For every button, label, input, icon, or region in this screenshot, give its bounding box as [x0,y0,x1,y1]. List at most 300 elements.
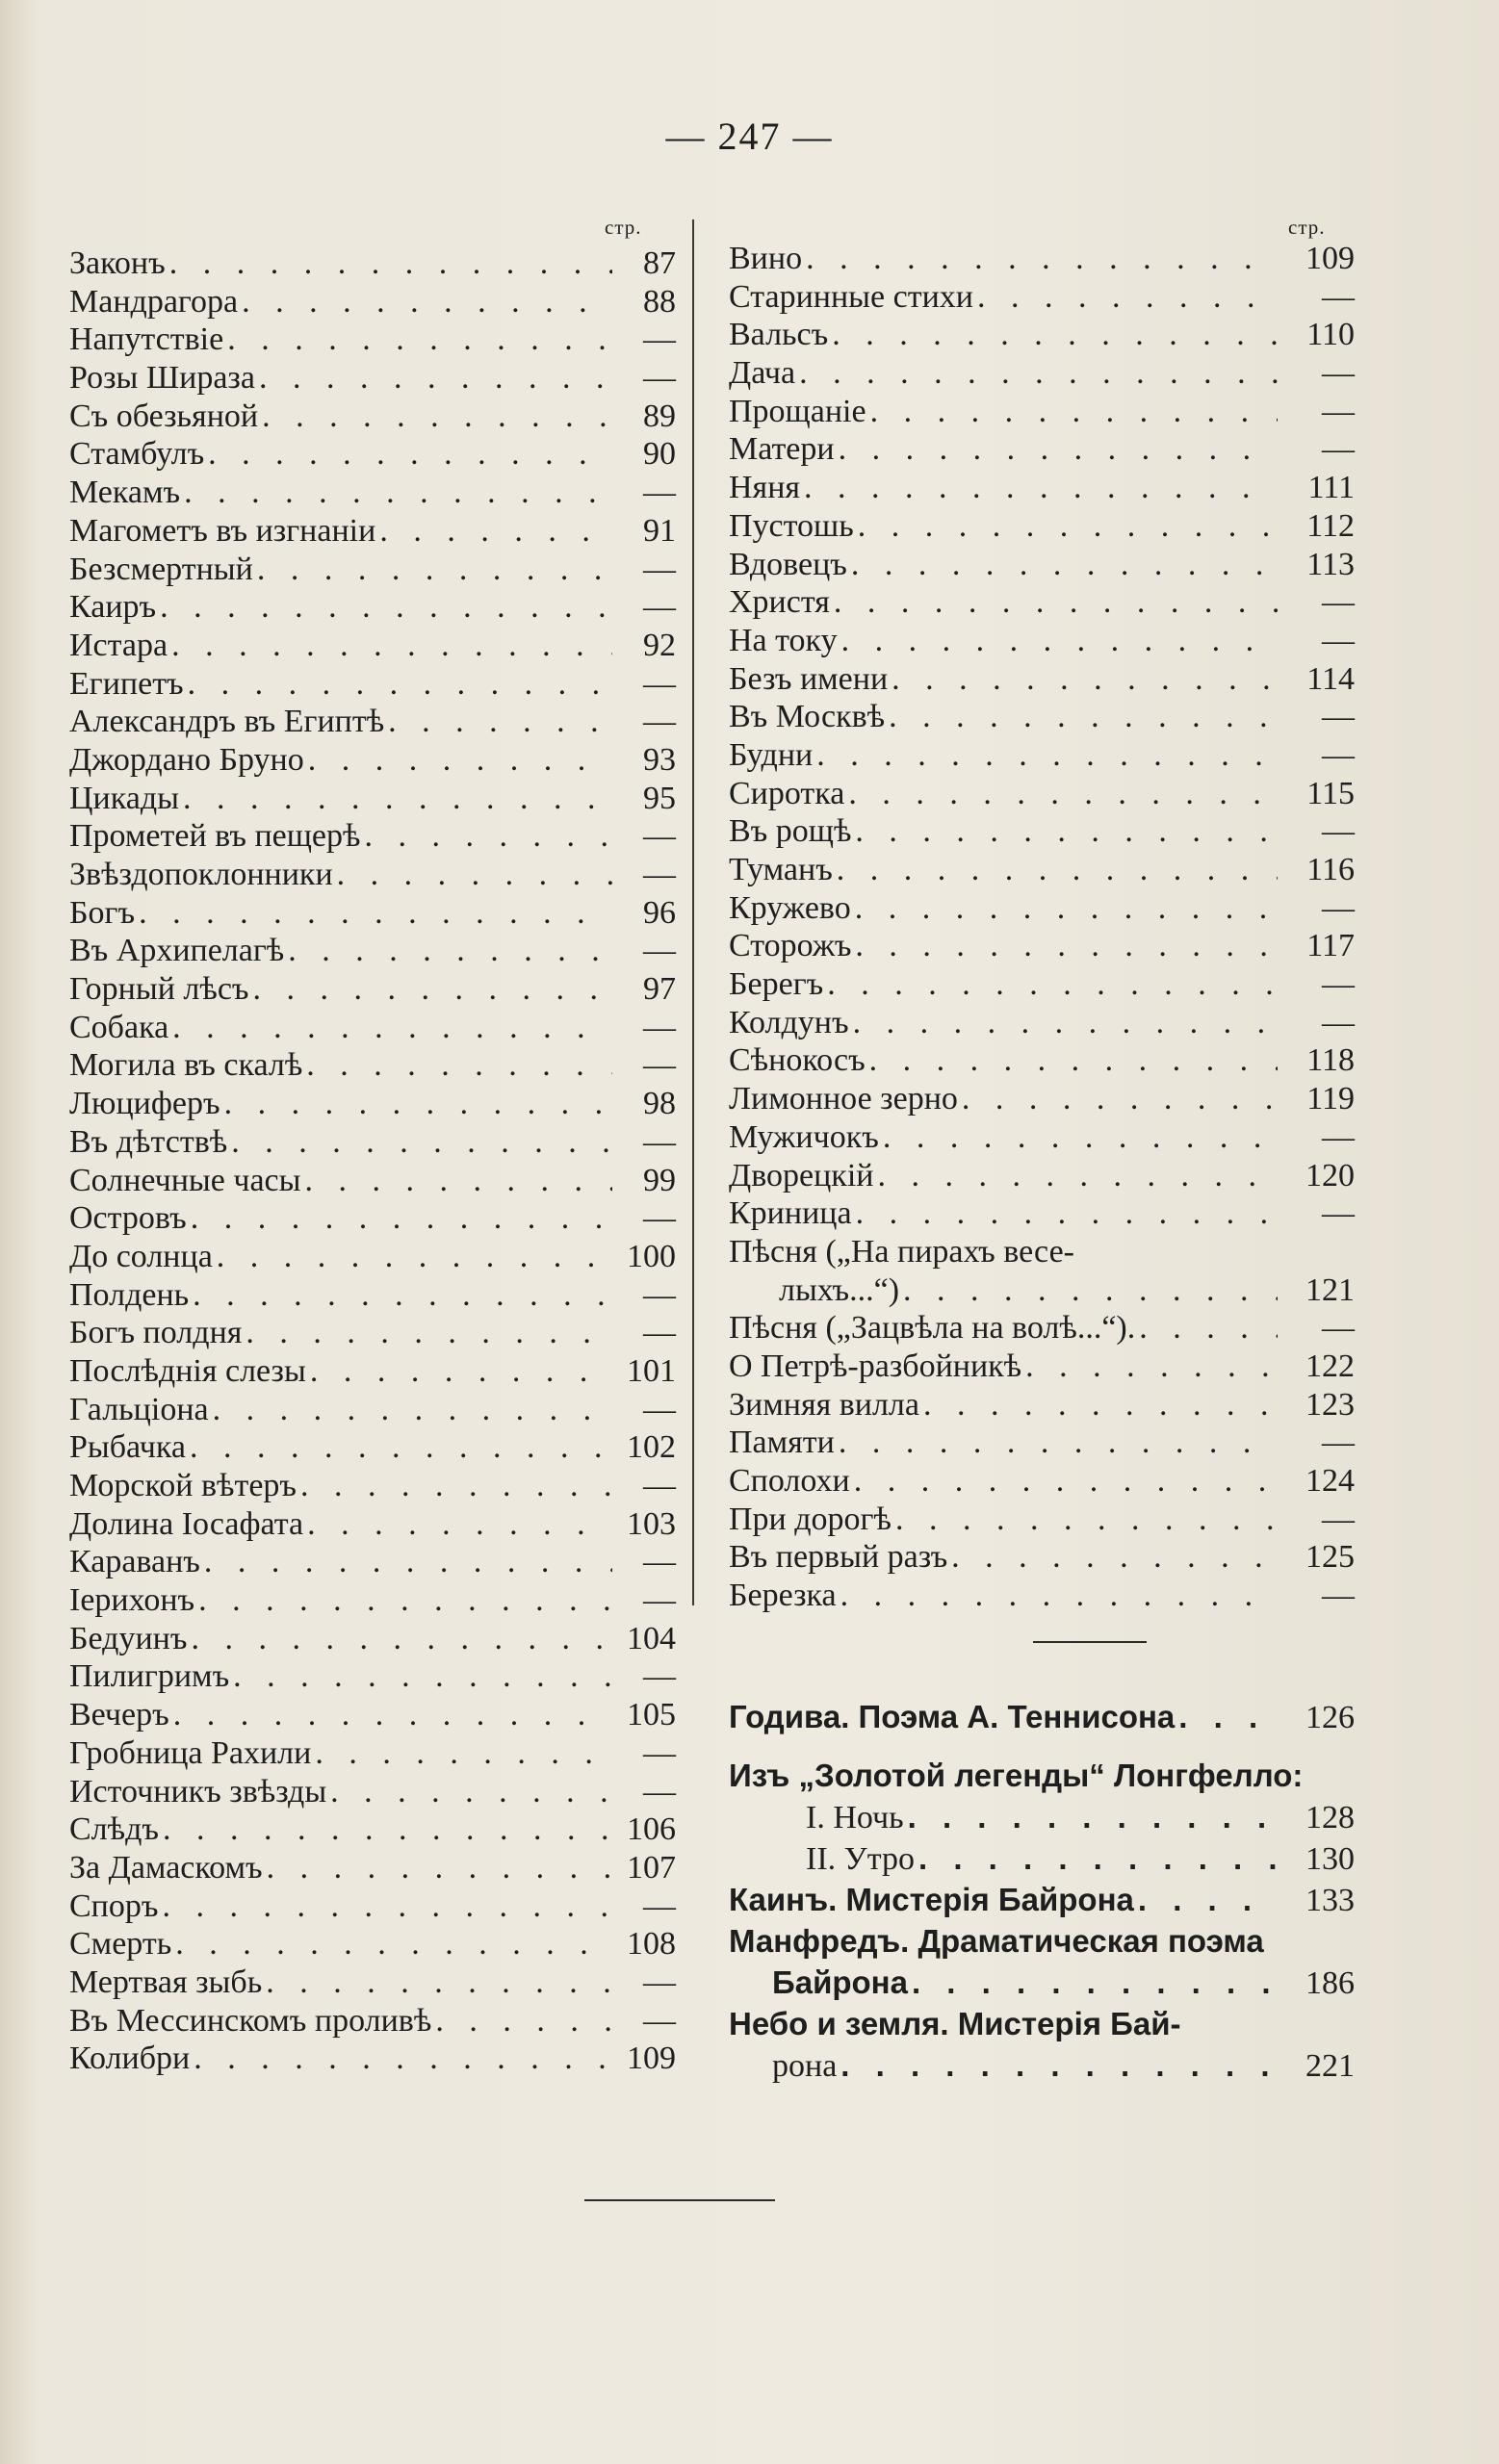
entry-page: — [643,360,676,397]
entry-title: Мекамъ [69,475,181,511]
toc-entry [729,547,1355,585]
leader-dots [855,928,1278,964]
entry-page: 186 [1305,1964,1355,2001]
entry-page: 109 [627,2040,676,2077]
toc-entry [729,776,1355,814]
toc-entry [69,1544,676,1582]
leader-dots [895,1502,1278,1538]
leader-dots [870,394,1278,430]
entry-page: — [643,1887,676,1924]
entry-title: Прощаніе [729,393,866,429]
entry-title: О Петрѣ-разбойникѣ [729,1348,1022,1384]
leader-dots [854,1463,1278,1500]
leader-dots [337,857,612,893]
leader-dots [257,552,612,588]
entry-page: 109 [1305,241,1355,276]
entry-page: — [1322,889,1355,926]
major-works [729,1699,1355,2089]
leader-dots [841,623,1278,659]
entry-page: — [643,1391,676,1427]
entry-page: — [643,1964,676,2000]
entry-page: 107 [627,1849,676,1886]
entry-title: Въ Архипелагѣ [69,933,285,969]
leader-dots [839,431,1278,468]
toc-entry [69,475,676,513]
entry-title: Богъ [69,894,136,931]
entry-page: — [643,933,676,969]
leader-dots [877,1158,1278,1194]
toc-entry [69,2040,676,2079]
leader-dots [977,279,1278,316]
toc-entry [729,661,1355,700]
entry-page: 103 [627,1505,676,1542]
leader-dots [855,890,1278,927]
entry-title: Безъ имени [729,660,889,697]
entry-page: — [643,1009,676,1045]
toc-entry [729,1081,1355,1119]
leader-dots [191,1200,612,1237]
toc-entry [69,857,676,895]
entry-title: Березка [729,1578,837,1614]
entry-title: До солнца [69,1238,213,1274]
toc-entry [69,971,676,1010]
entry-title: Звѣздопоклонники [69,857,333,892]
leader-dots [903,1272,1278,1309]
toc-entry [69,284,676,322]
entry-title: Цикады [69,780,179,816]
toc-entry-manfred [729,1964,1355,2006]
entry-title: При дорогѣ [729,1501,892,1537]
entry-page: — [643,475,676,511]
leader-dots [173,1697,612,1733]
entry-title: II. Утро [806,1840,915,1877]
entry-title: На току [729,622,838,658]
entry-page: — [643,2002,676,2039]
leader-dots [213,1392,612,1428]
toc-entry [729,1578,1355,1616]
bottom-rule [584,2199,775,2201]
entry-title: За Дамаскомъ [69,1849,263,1886]
leader-dots [300,1468,612,1504]
entry-title: Колдунъ [729,1004,849,1040]
entry-title: Источникъ звѣзды [69,1773,327,1810]
toc-entry [69,1811,676,1850]
toc-entry [69,1964,676,2003]
leader-dots [816,737,1278,774]
toc-entry [69,552,676,590]
leader-dots [190,1429,612,1466]
leader-dots [242,284,612,321]
entry-title: Бедуинъ [69,1620,188,1656]
entry-page: 99 [643,1162,676,1198]
entry-page: 90 [643,436,676,473]
entry-page: — [1322,431,1355,468]
leader-dots [918,1840,1278,1877]
entry-title: Рыбачка [69,1429,186,1466]
toc-entry [729,279,1355,318]
entry-title: Съ обезьяной [69,398,259,434]
leader-dots [160,589,612,626]
toc-entry [69,513,676,552]
leader-dots [840,2047,1278,2084]
toc-entry [729,508,1355,547]
entry-title: Памяти [729,1424,835,1461]
toc-entry [69,589,676,628]
entry-page: — [643,704,676,740]
leader-dots [188,666,612,703]
toc-entry [729,1463,1355,1502]
entry-title: Собака [69,1009,169,1045]
entry-page: 117 [1306,928,1355,964]
toc-entry [729,623,1355,661]
entry-title: Полдень [69,1276,190,1313]
entry-page: 114 [1306,660,1355,697]
page-number: — 247 — [665,115,834,158]
toc-entry-godiva [729,1699,1355,1740]
leader-dots [388,704,612,740]
entry-page: 130 [1305,1840,1355,1877]
toc-entry [69,1735,676,1774]
toc-entry [729,928,1355,966]
toc-entry [69,1277,676,1316]
leader-dots [435,2003,612,2040]
toc-entry [729,1042,1355,1081]
leader-dots [246,1315,612,1351]
entry-title: Лимонное зерно [729,1081,958,1117]
entry-title: Александръ въ Египтѣ [69,704,385,740]
entry-title: Прометей въ пещерѣ [69,818,361,855]
entry-page: — [643,857,676,892]
entry-title: Няня [729,470,801,506]
toc-entry [729,1424,1355,1463]
leader-dots [172,1010,612,1046]
right-column [729,241,1355,2089]
entry-page: — [1322,736,1355,773]
leader-dots [305,1163,613,1199]
leader-dots [169,245,612,282]
toc-entry [729,1195,1355,1234]
leader-dots [204,1544,612,1580]
entry-page: — [643,321,676,358]
toc-entry [729,470,1355,508]
left-column-header: стр. [605,216,642,239]
toc-entry [729,1310,1355,1348]
entry-page: 100 [627,1238,676,1274]
entry-title: Старинные стихи [729,278,973,315]
toc-entry [69,1926,676,1964]
toc-entry [69,1506,676,1545]
leader-dots [379,513,612,550]
toc-entry [69,360,676,398]
entry-title: Пустошь [729,507,854,544]
toc-entry [69,781,676,819]
entry-page: — [1322,966,1355,1003]
column-divider [692,219,694,1605]
entry-page: — [1322,699,1355,735]
toc-entry-legend-part-1 [729,1799,1355,1840]
entry-title: Стамбулъ [69,436,205,473]
leader-dots [1178,1699,1278,1735]
toc-entry [729,1158,1355,1196]
toc-entry [69,1774,676,1812]
leader-dots [806,241,1278,277]
leader-dots [191,1621,612,1657]
section-rule [1033,1641,1147,1643]
entry-page: — [643,1315,676,1351]
leader-dots [162,1888,612,1925]
entry-page: — [643,1658,676,1695]
toc-entry-wrapped [729,1234,1355,1310]
toc-entry [69,2003,676,2041]
leader-dots [856,1195,1278,1232]
toc-entry [69,704,676,742]
toc-entry [69,1697,676,1735]
toc-entry [729,699,1355,737]
toc-entry [69,1315,676,1353]
entry-page: 98 [643,1086,676,1122]
entry-title: Сѣнокосъ [729,1042,866,1079]
leader-dots [912,1964,1278,2001]
leader-dots [851,547,1278,583]
entry-page: — [643,1582,676,1619]
leader-dots [1138,1882,1278,1918]
entry-title: Криница [729,1195,852,1232]
toc-entry [729,1119,1355,1158]
toc-entry [69,1850,676,1888]
entry-title: Караванъ [69,1544,200,1580]
toc-entry [729,1005,1355,1043]
leader-dots [267,1850,612,1886]
leader-dots [869,1042,1278,1079]
entry-page: — [1322,355,1355,392]
toc-entry [69,1239,676,1277]
toc-entry [69,1658,676,1697]
legend-heading: Изъ „Золотой легенды“ Лонгфелло: [729,1757,1304,1793]
entry-page: — [643,1123,676,1160]
entry-title: Сторожъ [729,928,852,964]
entry-page: — [643,818,676,855]
entry-title: Зимняя вилла [729,1386,919,1423]
entry-title: Дворецкій [729,1157,874,1194]
toc-entry [69,245,676,284]
entry-page: — [643,1468,676,1503]
entry-title: Сполохи [729,1463,850,1499]
leader-dots [853,1005,1278,1041]
toc-entry [729,890,1355,929]
leader-dots [364,818,612,855]
leader-dots [858,508,1278,545]
toc-entry [69,1392,676,1430]
entry-title: рона [772,2047,838,2084]
entry-title: Богъ полдня [69,1315,243,1351]
entry-page: — [1322,1004,1355,1040]
entry-page: — [1322,278,1355,315]
entry-title: Смерть [69,1926,172,1963]
entry-title: Джордано Бруно [69,741,304,778]
entry-page: 93 [643,741,676,778]
leader-dots [962,1081,1278,1117]
entry-title: Истара [69,627,168,663]
leader-dots [175,1926,612,1963]
leader-dots [217,1239,612,1275]
entry-title: Слѣдъ [69,1811,159,1848]
entry-title: Напутствіе [69,321,224,358]
entry-title: Египетъ [69,665,184,702]
leader-dots [310,1353,612,1390]
entry-page: — [1322,1310,1355,1347]
entry-page: 128 [1305,1799,1355,1835]
leader-dots [837,852,1278,888]
toc-entry [729,1348,1355,1387]
toc-entry [69,818,676,857]
entry-page: 110 [1306,317,1355,353]
entry-title: Въ дѣтствѣ [69,1123,228,1160]
toc-entry [729,1502,1355,1540]
entry-page: — [1322,1501,1355,1537]
toc-entry [69,1047,676,1086]
leader-dots [315,1735,612,1772]
entry-page: 119 [1306,1081,1355,1117]
entry-page: — [1322,622,1355,658]
entry-title: Колибри [69,2040,191,2077]
entry-title: Магометъ въ изгнаніи [69,512,376,549]
entry-title: Мужичокъ [729,1118,879,1155]
entry-title: Въ Мессинскомъ проливѣ [69,2002,432,2039]
entry-title: Споръ [69,1887,159,1924]
toc-entry-heaven [729,2047,1355,2089]
toc-entry [69,1429,676,1468]
leader-dots [227,321,612,358]
entry-title: Христя [729,584,830,621]
entry-page: 104 [627,1620,676,1656]
entry-title: Каинъ. Мистерія Байрона [729,1881,1134,1917]
entry-title: Въ Москвѣ [729,699,886,735]
leader-dots [183,781,612,817]
entry-title: Гальціона [69,1391,209,1427]
toc-entry [729,1539,1355,1578]
toc-entry [729,966,1355,1005]
toc-entry [69,1621,676,1659]
right-column-header: стр. [1288,216,1326,239]
leader-dots [288,933,612,969]
leader-dots [194,2040,612,2077]
entry-title-line2-row [729,1272,1355,1311]
entry-title: Вальсъ [729,317,829,353]
entry-title: Морской вѣтеръ [69,1468,297,1503]
entry-title: I. Ночь [806,1799,904,1835]
toc-entry [69,1888,676,1927]
toc-entry-cain [729,1882,1355,1923]
entry-title: Туманъ [729,852,833,887]
entry-page: — [1322,1195,1355,1232]
entry-title: Вечеръ [69,1697,169,1733]
entry-page: 124 [1305,1463,1355,1499]
entry-page: 118 [1306,1042,1355,1079]
entry-page: 96 [643,894,676,931]
entry-title: Берегъ [729,966,824,1003]
entry-title: Гробница Рахили [69,1734,312,1771]
leader-dots [259,360,612,397]
toc-entry [729,317,1355,355]
leader-dots [266,1964,612,2001]
leader-dots [923,1387,1278,1424]
toc-entry [729,431,1355,470]
leader-dots [307,1506,612,1543]
entry-title: Каиръ [69,589,157,626]
entry-page: 120 [1305,1157,1355,1194]
leader-dots [308,742,612,779]
leader-dots [163,1811,612,1848]
entry-page: — [1322,813,1355,850]
entry-title: Люциферъ [69,1086,220,1122]
toc-entry [69,933,676,971]
leader-dots [1139,1310,1278,1347]
entry-title: Пѣсня („Зацвѣла на волѣ...“). [729,1310,1136,1347]
right-entries-continued [729,1310,1355,1616]
entry-page: 113 [1306,546,1355,582]
entry-title: Пилигримъ [69,1658,230,1695]
entry-page: — [1322,1578,1355,1614]
entry-title: Въ рощѣ [729,813,852,850]
entry-title-line2: лыхъ...“) [779,1271,900,1308]
entry-title: Солнечные часы [69,1162,301,1198]
leader-dots [330,1774,612,1810]
entry-page: 133 [1305,1882,1355,1918]
entry-page: — [643,1276,676,1313]
entry-page: 122 [1305,1348,1355,1384]
entry-title-line1: Пѣсня („На пирахъ весе- [729,1233,1074,1270]
toc-entry [69,1582,676,1621]
entry-page: 123 [1305,1386,1355,1423]
entry-page: 97 [643,971,676,1008]
entry-page: — [643,665,676,702]
leader-dots [799,355,1278,392]
toc-entry [69,321,676,360]
leader-dots [208,436,612,473]
leader-dots [832,317,1278,353]
toc-entry [729,737,1355,776]
toc-entry [69,1353,676,1392]
leader-dots [839,1424,1278,1461]
entry-page: 112 [1306,507,1355,544]
entry-title: Кружево [729,889,851,926]
leader-dots [139,895,612,932]
left-column [69,245,676,2079]
toc-entry [729,1387,1355,1425]
entry-title: Законъ [69,245,166,281]
entry-title: Годива. Поэма А. Теннисона [729,1698,1176,1734]
entry-page: 89 [643,398,676,434]
entry-page: 116 [1306,852,1355,887]
toc-entry [69,1163,676,1201]
entry-title: Іерихонъ [69,1582,195,1619]
entry-page: 87 [643,245,676,281]
entry-page: 115 [1306,775,1355,811]
toc-entry [729,241,1355,279]
toc-entry [69,1010,676,1048]
entry-title: Матери [729,431,835,468]
toc-entry [69,742,676,781]
entry-title: Дача [729,355,796,392]
entry-page: 102 [627,1429,676,1466]
entry-title: Вдовецъ [729,546,847,582]
entry-page: 221 [1305,2047,1355,2084]
entry-page: 121 [1305,1271,1355,1308]
entry-page: 126 [1305,1699,1355,1735]
entry-page: — [643,1773,676,1810]
leader-dots [233,1658,612,1695]
entry-page: 125 [1305,1539,1355,1576]
